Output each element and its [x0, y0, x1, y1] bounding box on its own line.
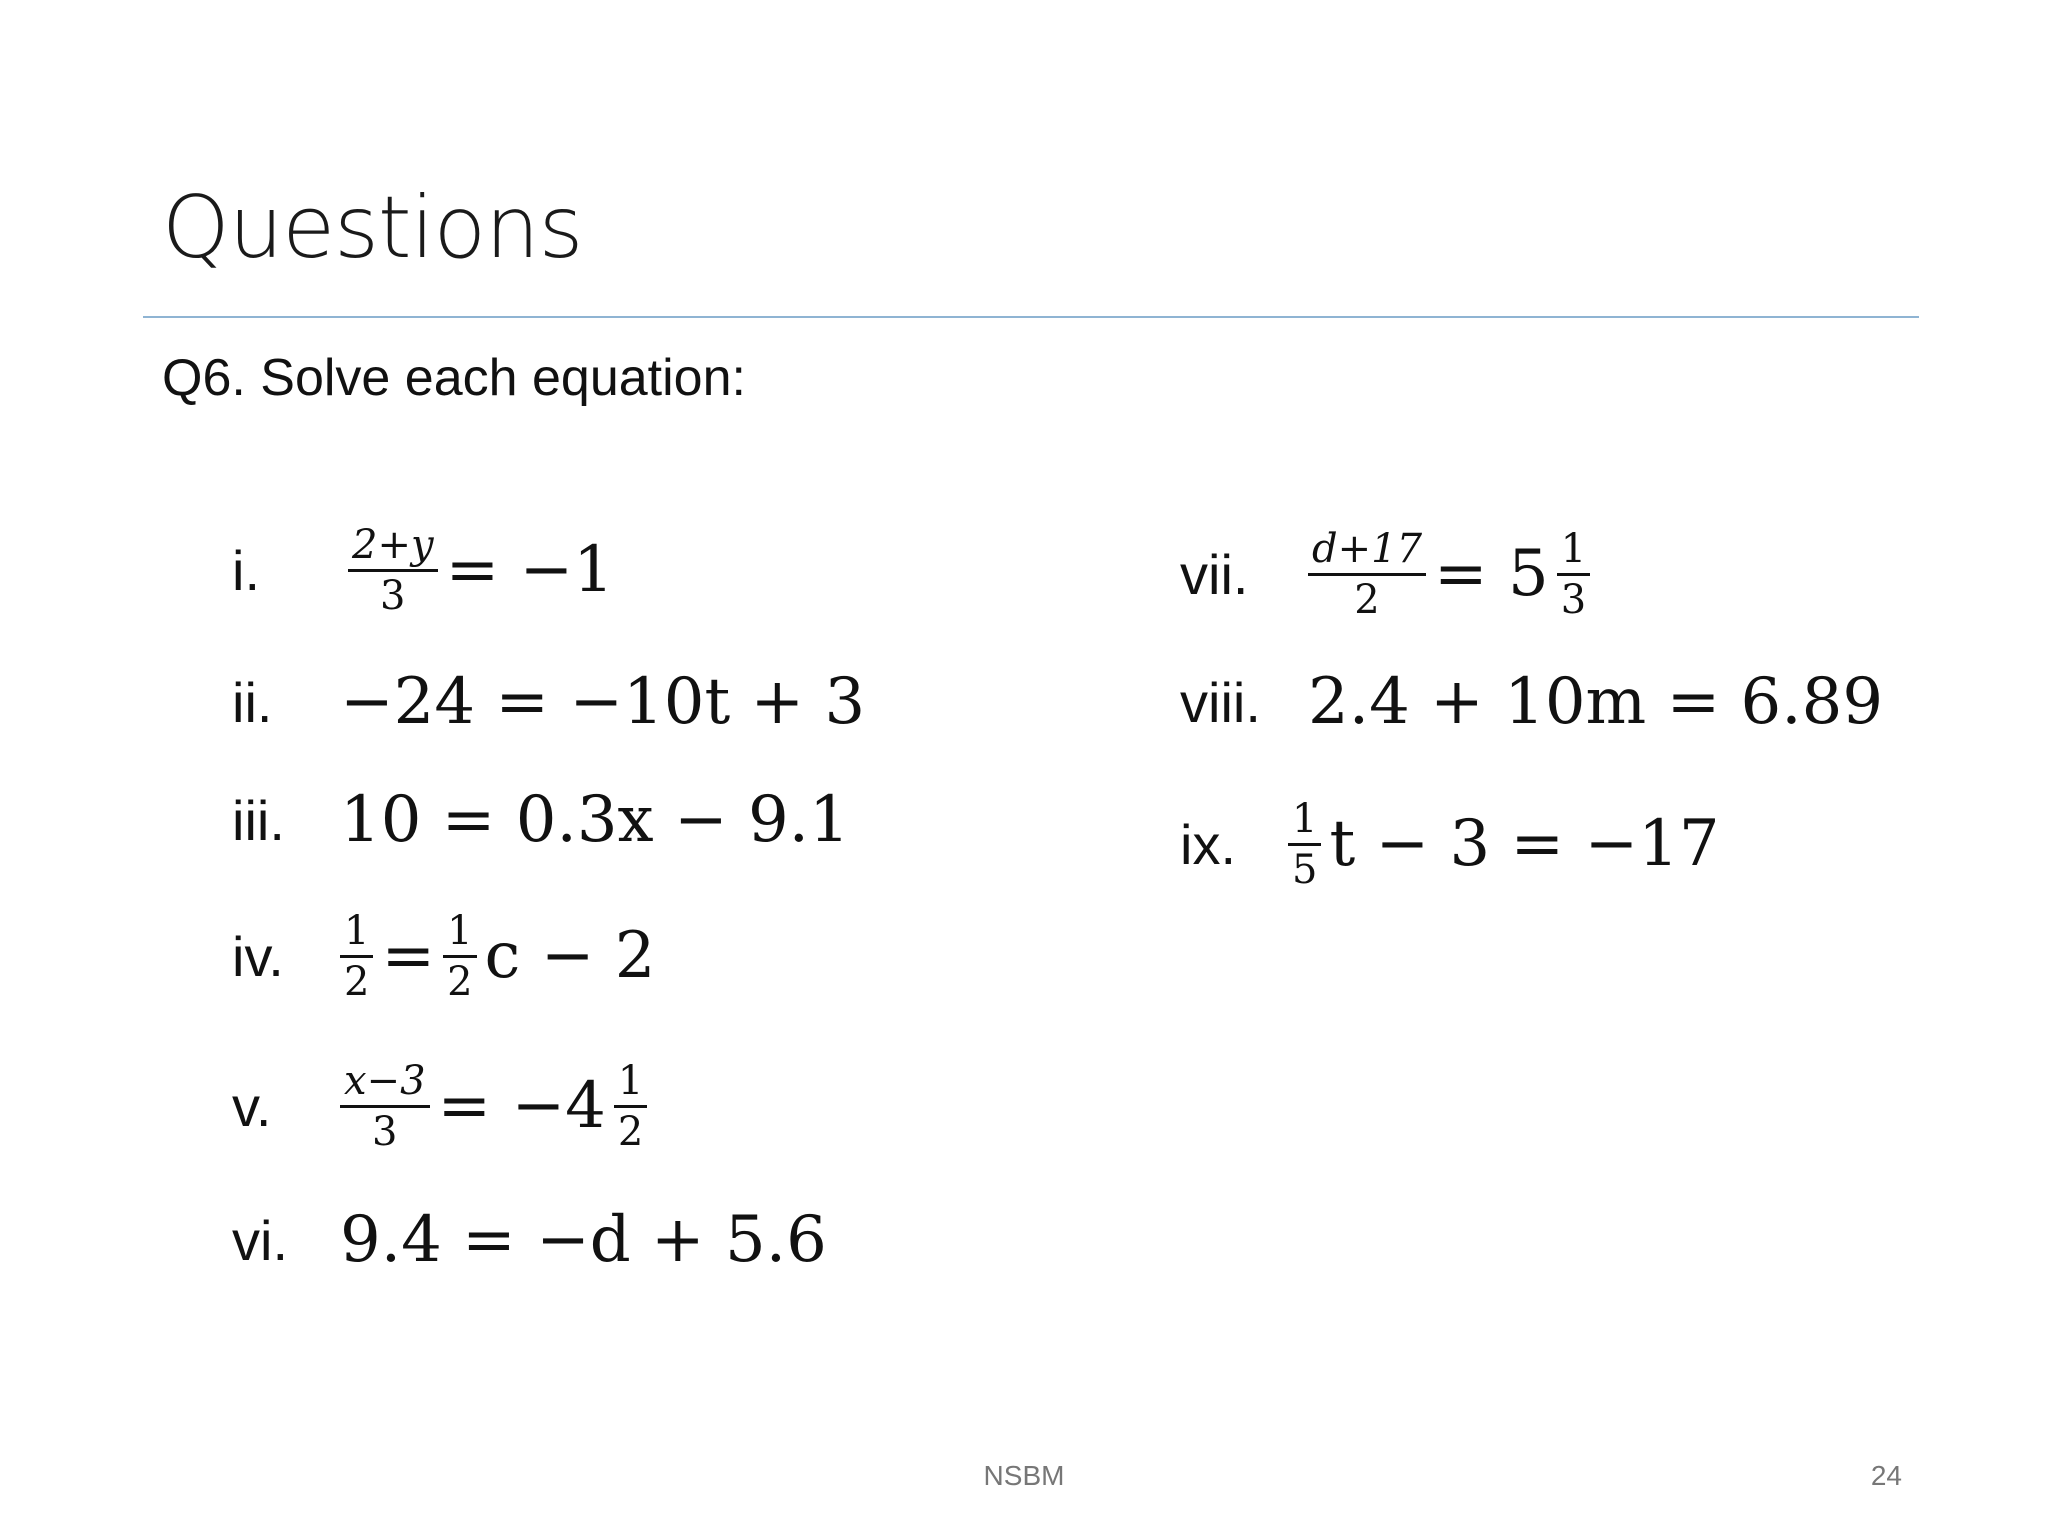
fraction — [348, 521, 438, 620]
fraction-numerator: d+17 — [1312, 525, 1423, 572]
mixed-fraction — [1557, 525, 1590, 624]
equation-label: v. — [232, 1074, 272, 1138]
equation-i — [232, 510, 614, 630]
fraction-denominator: 3 — [380, 572, 406, 619]
fraction — [443, 907, 476, 1006]
page-number: 24 — [1870, 1460, 1902, 1491]
fraction-numerator: 1 — [447, 907, 473, 954]
equation-rhs: = −4 — [437, 1069, 606, 1143]
equation-iii — [232, 760, 850, 880]
equation-label: i. — [232, 538, 260, 602]
equation-rhs: t − 3 = −17 — [1329, 807, 1720, 881]
fraction-denominator: 3 — [372, 1108, 398, 1155]
equation-label: vi. — [232, 1208, 288, 1272]
equation-math — [340, 521, 614, 620]
fraction-denominator: 2 — [1354, 576, 1380, 623]
equation-vii — [1180, 514, 1598, 634]
equation-math: −24 = −10t + 3 — [340, 665, 866, 739]
fraction-denominator: 5 — [1292, 846, 1318, 893]
fraction-denominator: 2 — [447, 958, 473, 1005]
equation-rhs: = 5 — [1434, 537, 1549, 611]
fraction-numerator: 1 — [617, 1057, 644, 1104]
equation-v — [232, 1046, 655, 1166]
fraction — [340, 1057, 430, 1156]
equation-viii — [1180, 642, 1883, 762]
equation-label: ii. — [232, 670, 273, 734]
mixed-fraction — [614, 1057, 647, 1156]
fraction — [1288, 795, 1321, 894]
equation-rhs: = −1 — [445, 533, 614, 607]
equation-math: 2.4 + 10m = 6.89 — [1308, 665, 1884, 739]
equation-rhs: c − 2 — [484, 919, 656, 993]
equation-label: iii. — [232, 788, 285, 852]
equation-label: vii. — [1180, 542, 1249, 606]
equals-sign: = — [381, 919, 436, 993]
equation-label: viii. — [1180, 670, 1261, 734]
equation-math — [1308, 525, 1598, 624]
fraction-numerator: 2+y — [352, 521, 434, 568]
equation-math — [1288, 795, 1720, 894]
equation-ii — [232, 642, 865, 762]
slide-title: Questions — [162, 178, 583, 278]
title-divider — [143, 316, 1919, 318]
equation-math: 9.4 = −d + 5.6 — [340, 1203, 827, 1277]
equation-math — [340, 907, 655, 1006]
equation-math: 10 = 0.3x − 9.1 — [340, 783, 850, 857]
equation-math — [340, 1057, 655, 1156]
fraction — [340, 907, 373, 1006]
equation-label: ix. — [1180, 812, 1236, 876]
fraction-numerator: 1 — [344, 907, 370, 954]
equation-vi — [232, 1180, 827, 1300]
question-prompt: Q6. Solve each equation: — [162, 349, 746, 407]
equation-label: iv. — [232, 924, 284, 988]
equation-ix — [1180, 784, 1720, 904]
fraction — [1308, 525, 1426, 624]
fraction-numerator: 1 — [1292, 795, 1318, 842]
fraction-numerator: 1 — [1560, 525, 1587, 572]
footer-organization: NSBM — [983, 1460, 1065, 1491]
fraction-denominator: 2 — [617, 1108, 644, 1155]
fraction-denominator: 3 — [1560, 576, 1587, 623]
fraction-numerator: x−3 — [344, 1057, 426, 1104]
fraction-denominator: 2 — [344, 958, 370, 1005]
equation-iv — [232, 896, 655, 1016]
